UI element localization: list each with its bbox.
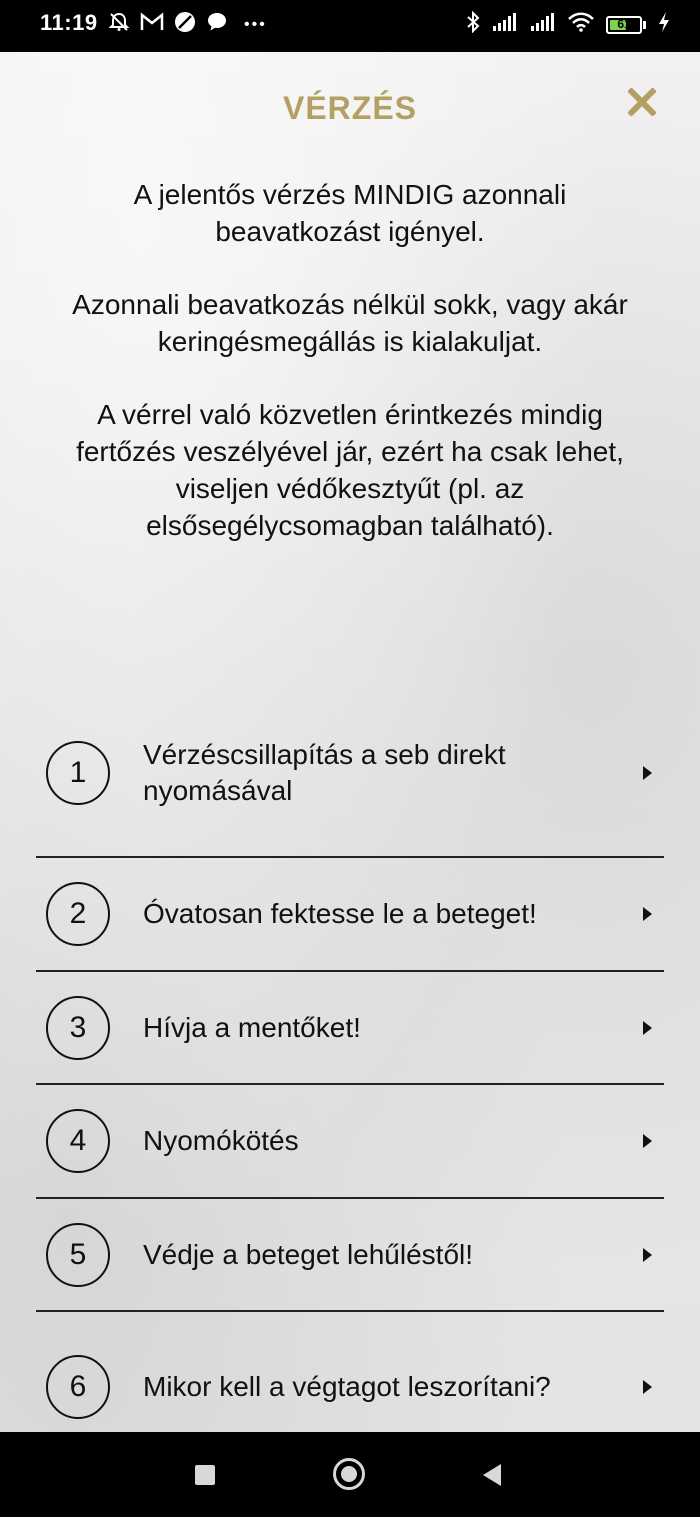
mute-icon	[108, 11, 130, 39]
navigation-bar	[0, 1432, 700, 1517]
home-icon[interactable]	[333, 1458, 365, 1490]
chevron-right-icon	[643, 1134, 652, 1148]
step-item-4[interactable]	[36, 1085, 664, 1199]
step-label-1: Vérzéscsillapítás a seb direkt nyomásával	[143, 739, 506, 806]
charging-icon	[658, 11, 670, 38]
intro-paragraph-1: A jelentős vérzés MINDIG azonnali beavatkozást igényel.	[133, 179, 567, 247]
signal-2-icon	[530, 12, 556, 37]
back-icon[interactable]	[483, 1464, 501, 1486]
chat-icon	[206, 11, 228, 39]
step-label-4: Nyomókötés	[143, 1125, 299, 1156]
step-item-5[interactable]	[36, 1199, 664, 1312]
gmail-icon	[140, 12, 164, 38]
step-number-6: 6	[46, 1355, 110, 1419]
recent-apps-icon[interactable]	[195, 1465, 215, 1485]
close-icon[interactable]	[622, 82, 662, 122]
bleeding-info-screen	[0, 52, 700, 1432]
chevron-right-icon	[643, 1380, 652, 1394]
step-number-5: 5	[46, 1223, 110, 1287]
step-label-6: Mikor kell a végtagot leszorítani?	[143, 1371, 551, 1402]
intro-paragraph-2: Azonnali beavatkozás nélkül sokk, vagy akár keringésmegállás is kialakuljat.	[72, 289, 628, 357]
wifi-icon	[568, 12, 594, 37]
battery-icon	[606, 16, 646, 34]
step-number-2: 2	[46, 882, 110, 946]
step-item-6[interactable]	[36, 1312, 664, 1432]
step-item-1[interactable]	[36, 690, 664, 858]
step-item-2[interactable]	[36, 858, 664, 972]
bluetooth-icon	[466, 11, 480, 38]
intro-paragraph-3: A vérrel való közvetlen érintkezés mindig fertőzés veszélyével jár, ezért ha csak lehet, viseljen védőkesztyűt (pl. az elsősegélycsomagban található).	[76, 399, 624, 541]
step-number-1: 1	[46, 741, 110, 805]
status-time: 11:19	[40, 10, 98, 35]
app-icon	[174, 11, 196, 39]
notification-icons	[108, 11, 267, 39]
step-label-5: Védje a beteget lehűléstől!	[143, 1238, 474, 1270]
step-label-3: Hívja a mentőket!	[143, 1011, 361, 1043]
page-title: VÉRZÉS	[282, 90, 418, 126]
intro-text	[50, 176, 650, 580]
step-item-3[interactable]	[36, 972, 664, 1085]
system-icons	[466, 11, 670, 38]
steps-list	[36, 690, 664, 1432]
chevron-right-icon	[643, 766, 652, 780]
more-icon: •••	[244, 16, 267, 33]
chevron-right-icon	[643, 907, 652, 921]
step-number-4: 4	[46, 1109, 110, 1173]
chevron-right-icon	[643, 1248, 652, 1262]
status-bar	[0, 0, 700, 52]
chevron-right-icon	[643, 1021, 652, 1035]
battery-level: 61	[617, 16, 631, 31]
step-label-2: Óvatosan fektesse le a beteget!	[143, 898, 537, 929]
step-number-3: 3	[46, 996, 110, 1060]
signal-1-icon	[492, 12, 518, 37]
